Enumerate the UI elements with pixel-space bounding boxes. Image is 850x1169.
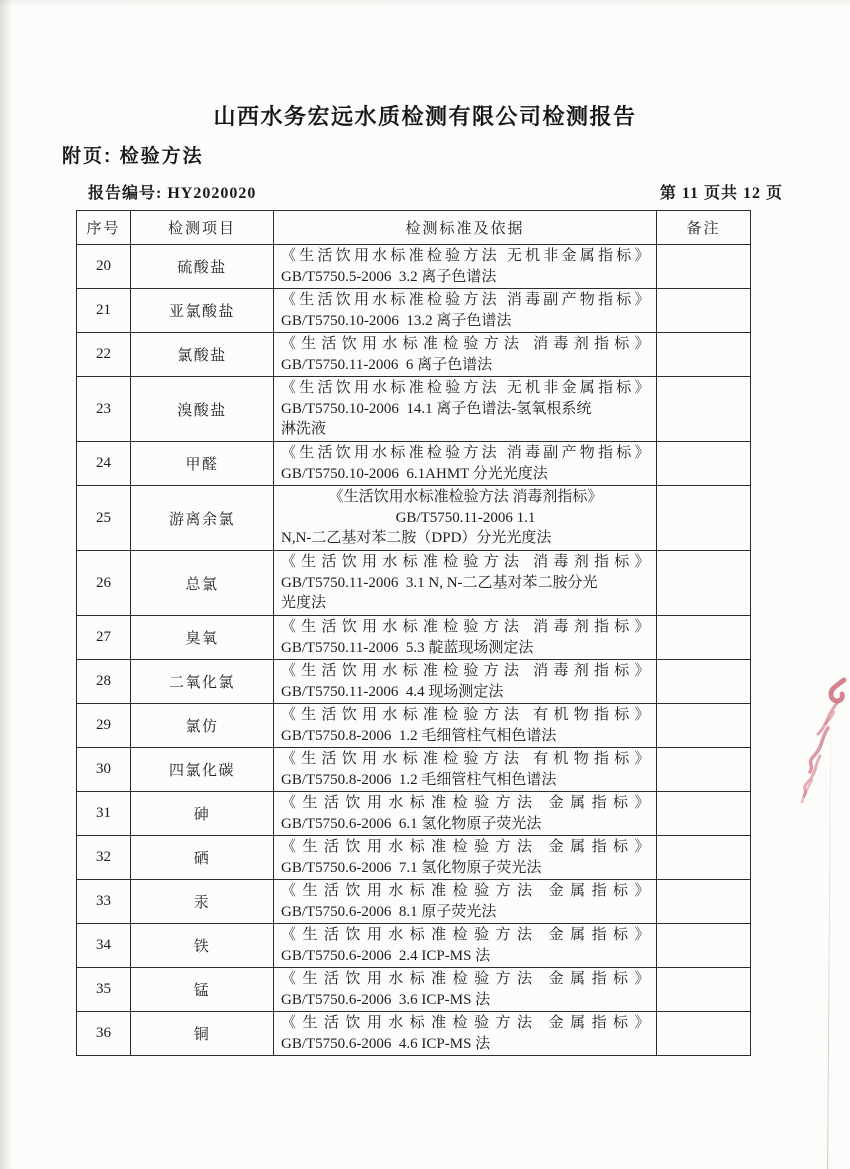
cell-remark: [657, 245, 751, 289]
cell-test-item: 四氯化碳: [131, 748, 274, 792]
table-row: [77, 486, 751, 551]
cell-standard: [274, 333, 657, 377]
table-row: [77, 968, 751, 1012]
cell-standard: [274, 245, 657, 289]
cell-serial-number: 35: [77, 968, 131, 1012]
cell-standard: [274, 968, 657, 1012]
cell-remark: [657, 836, 751, 880]
cell-remark: [657, 704, 751, 748]
cell-standard: [274, 660, 657, 704]
cell-serial-number: 25: [77, 486, 131, 551]
standard-method-line: GB/T5750.11-2006 3.1 N, N-二乙基对苯二胺分光: [281, 574, 598, 591]
standard-title-line: 《生活饮用水标准检验方法 金属指标》: [281, 883, 650, 899]
cell-serial-number: 23: [77, 377, 131, 442]
cell-remark: [657, 1012, 751, 1056]
cell-serial-number: 30: [77, 748, 131, 792]
table-row: [77, 289, 751, 333]
standard-method-line: GB/T5750.5-2006 3.2 离子色谱法: [281, 268, 497, 285]
cell-serial-number: 29: [77, 704, 131, 748]
cell-remark: [657, 792, 751, 836]
standard-method-line: GB/T5750.8-2006 1.2 毛细管柱气相色谱法: [281, 727, 557, 744]
standard-method-line: GB/T5750.6-2006 8.1 原子荧光法: [281, 903, 497, 920]
standard-title-line: 《生活饮用水标准检验方法 消毒剂指标》: [281, 554, 650, 571]
report-number: 报告编号: HY2020020: [88, 185, 257, 202]
standard-method-line: N,N-二乙基对苯二胺（DPD）分光光度法: [281, 530, 552, 547]
standard-method-line: GB/T5750.10-2006 13.2 离子色谱法: [281, 312, 512, 329]
standard-title-line: 《生活饮用水标准检验方法 金属指标》: [281, 971, 650, 987]
table-row: [77, 442, 751, 486]
table-row: [77, 245, 751, 289]
cell-standard: [274, 748, 657, 792]
cell-standard: [274, 704, 657, 748]
standard-title-line: 《生活饮用水标准检验方法 金属指标》: [281, 839, 650, 855]
cell-test-item: 氯酸盐: [131, 333, 274, 377]
standard-title-line: 《生活饮用水标准检验方法 金属指标》: [281, 927, 650, 943]
cell-test-item: 硒: [131, 836, 274, 880]
table-row: [77, 660, 751, 704]
standard-method-line: GB/T5750.6-2006 7.1 氢化物原子荧光法: [281, 859, 542, 876]
col-header-item: 检测项目: [131, 211, 274, 245]
standard-title-line: 《生活饮用水标准检验方法 有机物指标》: [281, 751, 650, 767]
standard-title-line: 《生活饮用水标准检验方法 无机非金属指标》: [281, 248, 650, 264]
scan-top-shadow: [0, 0, 850, 8]
standard-method-line: GB/T5750.8-2006 1.2 毛细管柱气相色谱法: [281, 771, 557, 788]
standard-title-line: 《生活饮用水标准检验方法 有机物指标》: [281, 707, 650, 723]
cell-standard: [274, 486, 657, 551]
cell-test-item: 臭氧: [131, 616, 274, 660]
table-row: [77, 704, 751, 748]
standard-method-line: GB/T5750.11-2006 5.3 靛蓝现场测定法: [281, 639, 534, 656]
cell-remark: [657, 968, 751, 1012]
cell-standard: [274, 377, 657, 442]
page-indicator: 第 11 页共 12 页: [659, 185, 783, 202]
cell-test-item: 铁: [131, 924, 274, 968]
table-row: [77, 880, 751, 924]
table-row: [77, 1012, 751, 1056]
cell-test-item: 亚氯酸盐: [131, 289, 274, 333]
standard-title-line: 《生活饮用水标准检验方法 消毒剂指标》: [328, 489, 603, 506]
cell-standard: [274, 551, 657, 616]
cell-test-item: 溴酸盐: [131, 377, 274, 442]
cell-remark: [657, 660, 751, 704]
table-row: [77, 551, 751, 616]
standard-method-line: GB/T5750.11-2006 1.1: [395, 509, 536, 526]
standard-title-line: 《生活饮用水标准检验方法 消毒剂指标》: [281, 663, 650, 679]
standard-title-line: 《生活饮用水标准检验方法 消毒副产物指标》: [281, 445, 650, 461]
red-stamp-mark: [798, 672, 850, 822]
scan-edge-shadow: [0, 0, 12, 1169]
cell-serial-number: 26: [77, 551, 131, 616]
section-label: 附页: 检验方法: [62, 146, 204, 167]
standard-title-line: 《生活饮用水标准检验方法 金属指标》: [281, 1015, 650, 1031]
cell-serial-number: 31: [77, 792, 131, 836]
cell-standard: [274, 792, 657, 836]
standard-method-line: GB/T5750.10-2006 14.1 离子色谱法-氢氧根系统: [281, 400, 592, 417]
cell-remark: [657, 924, 751, 968]
cell-test-item: 总氯: [131, 551, 274, 616]
col-header-standard: 检测标准及依据: [274, 211, 657, 245]
standard-method-line: GB/T5750.6-2006 2.4 ICP-MS 法: [281, 947, 491, 964]
standard-method-line: GB/T5750.11-2006 6 离子色谱法: [281, 356, 493, 373]
cell-remark: [657, 289, 751, 333]
cell-serial-number: 28: [77, 660, 131, 704]
cell-serial-number: 22: [77, 333, 131, 377]
cell-test-item: 二氧化氯: [131, 660, 274, 704]
cell-test-item: 游离余氯: [131, 486, 274, 551]
cell-remark: [657, 551, 751, 616]
cell-standard: [274, 442, 657, 486]
cell-test-item: 硫酸盐: [131, 245, 274, 289]
col-header-serial: 序号: [77, 211, 131, 245]
cell-serial-number: 32: [77, 836, 131, 880]
standard-title-line: 《生活饮用水标准检验方法 消毒剂指标》: [281, 619, 650, 635]
cell-serial-number: 20: [77, 245, 131, 289]
table-header-row: [77, 211, 751, 245]
standard-method-line: GB/T5750.6-2006 6.1 氢化物原子荧光法: [281, 815, 542, 832]
cell-serial-number: 21: [77, 289, 131, 333]
standard-title-line: 《生活饮用水标准检验方法 金属指标》: [281, 795, 650, 811]
cell-remark: [657, 377, 751, 442]
cell-serial-number: 33: [77, 880, 131, 924]
standard-method-line: GB/T5750.11-2006 4.4 现场测定法: [281, 683, 504, 700]
table-row: [77, 748, 751, 792]
standard-title-line: 《生活饮用水标准检验方法 消毒副产物指标》: [281, 292, 650, 308]
cell-remark: [657, 442, 751, 486]
cell-serial-number: 34: [77, 924, 131, 968]
standard-method-line: 光度法: [281, 595, 327, 612]
standard-method-line: GB/T5750.6-2006 4.6 ICP-MS 法: [281, 1035, 491, 1052]
cell-test-item: 铜: [131, 1012, 274, 1056]
col-header-remark: 备注: [657, 211, 751, 245]
cell-standard: [274, 616, 657, 660]
cell-standard: [274, 289, 657, 333]
cell-test-item: 锰: [131, 968, 274, 1012]
standard-title-line: 《生活饮用水标准检验方法 无机非金属指标》: [281, 380, 650, 397]
cell-standard: [274, 924, 657, 968]
cell-standard: [274, 880, 657, 924]
cell-remark: [657, 880, 751, 924]
table-row: [77, 333, 751, 377]
page-title: 山西水务宏远水质检测有限公司检测报告: [213, 104, 637, 129]
standard-title-line: 《生活饮用水标准检验方法 消毒剂指标》: [281, 336, 650, 352]
cell-remark: [657, 616, 751, 660]
table-row: [77, 377, 751, 442]
standard-method-line: GB/T5750.10-2006 6.1AHMT 分光光度法: [281, 465, 548, 482]
standard-method-line: GB/T5750.6-2006 3.6 ICP-MS 法: [281, 991, 491, 1008]
cell-serial-number: 27: [77, 616, 131, 660]
standard-method-line: 淋洗液: [281, 421, 327, 438]
cell-test-item: 砷: [131, 792, 274, 836]
table-row: [77, 924, 751, 968]
methods-table: [76, 210, 751, 1056]
table-row: [77, 836, 751, 880]
cell-test-item: 甲醛: [131, 442, 274, 486]
cell-remark: [657, 486, 751, 551]
cell-test-item: 氯仿: [131, 704, 274, 748]
cell-serial-number: 36: [77, 1012, 131, 1056]
cell-remark: [657, 748, 751, 792]
cell-serial-number: 24: [77, 442, 131, 486]
cell-standard: [274, 1012, 657, 1056]
meta-row: [88, 180, 783, 203]
table-row: [77, 616, 751, 660]
table-row: [77, 792, 751, 836]
cell-standard: [274, 836, 657, 880]
cell-test-item: 汞: [131, 880, 274, 924]
cell-remark: [657, 333, 751, 377]
